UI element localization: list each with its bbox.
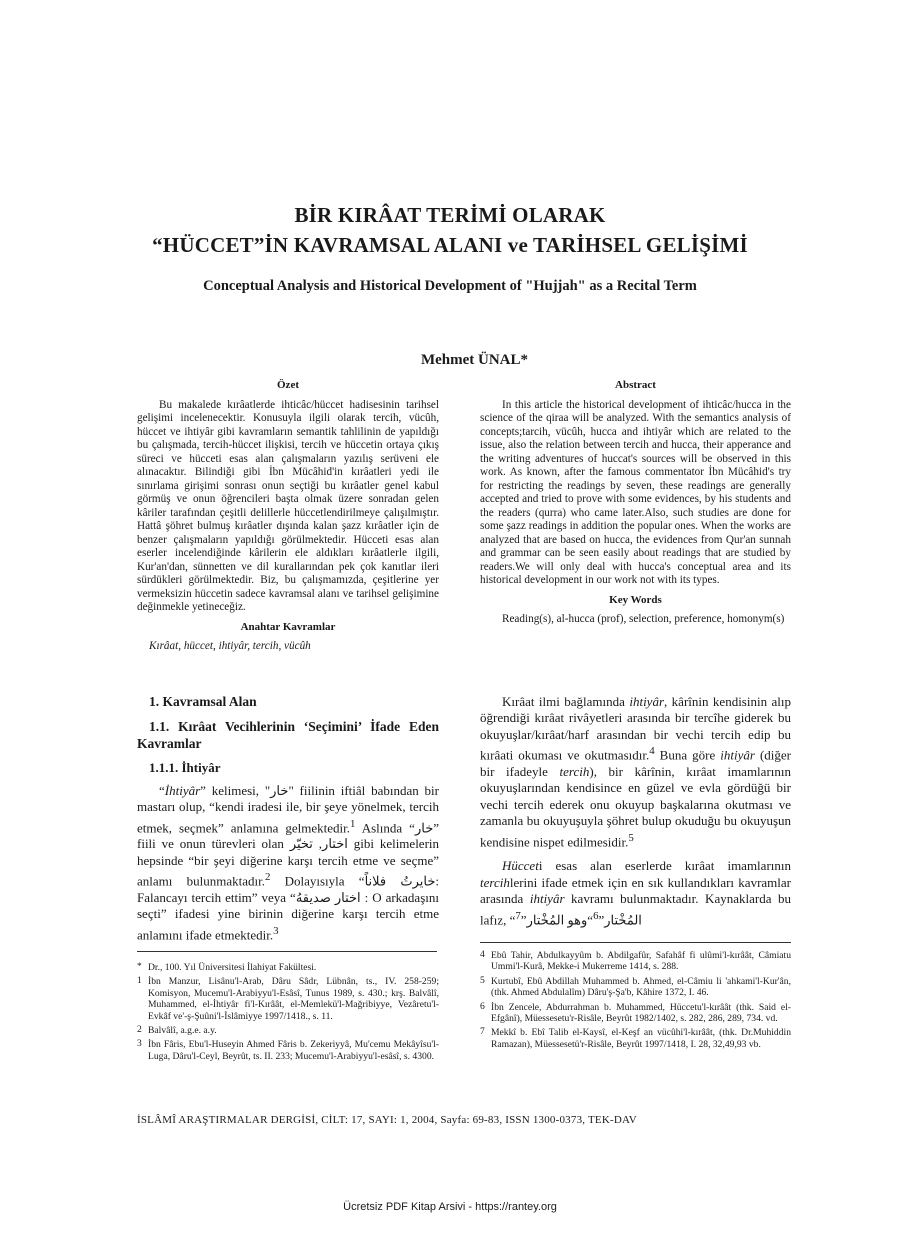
keywords-text: Reading(s), al-hucca (prof), selection, preference, homonym(s) [502,613,785,625]
body-paragraph-right-1: Kırâat ilmi bağlamında ihtiyâr, kârînin kendisinin alıp öğrendiği kırâat rivâyetleri arasında bir tercîhe giderek bu okuyuşlar/kırâat/harf arasından bir vechi tercih edip bu kırâati okuması ve okutmasıdır.$^4$ Buna göre ihtiyâr (diğer bir ifadeyle tercih), bir kârînin, kırâat imamlarının okuyuşlarından kendisince en güzel ve evla gördüğü bir vechi tercih ederek onu okuyup başkalarına okutması ve zamanla bu okuyuşuyla şöhret bulup okuduğu bu okuyuşun kendisine nispet edilmesidir.$^5$ [480,694,792,849]
keywords-heading: Key Words [609,593,662,606]
term-ihtiyar: ihtiyâr [720,747,755,763]
term-ihtiyar: ihtiyâr [529,891,565,907]
abstract-section [480,379,791,627]
anahtar-text: Kırâat, hüccet, ihtiyâr, tercih, vücûh [149,640,311,652]
term-tercih: tercih [480,874,510,890]
footnote-ref[interactable]: 2 [264,871,271,884]
footnote: 4 Ebû Tahir, Abdulkayyûm b. Abdilgafûr, Safahâf fi ulûmi'l-kırâât, Câmiatu Ummi'l-Kurâ, Mekke-i Mukerreme 1414, s. 288. [480,949,791,973]
footnotes-right [480,950,791,1053]
title-block [0,200,900,295]
footnote: * Dr., 100. Yıl Üniversitesi İlahiyat Fakültesi. [137,961,317,973]
footnote-ref[interactable]: 5 [628,831,634,844]
body-paragraph-left: “İhtiyâr” kelimesi, "خار" fiilinin iftiâl babından bir mastarı olup, “kendi iradesi ile, bir şeye yönelmek, tercih etmek, seçmek” anlamına gelmektedir.$^1$ Aslında “خار” fiili ve onun türevleri olan اختار, تخيّر gibi kelimelerin hepsinde “bir şeyi diğerine karşı tercih etme ve seçme” anlamı bulunmaktadır.$^2$ Dolayısıyla “خايرتُ فلاناً: Falancayı tercih ettim” veya “اختار صديقهُ : O arkadaşını seçti” ifadesi yine birinin diğerine karşı tercih etme anlamını ifade etmektedir.$^3$ [137,782,440,943]
footnote-rule-right [480,942,791,943]
term-huccet: Hüccet [502,858,539,874]
footnote: 2 Balvâlî, a.g.e. a.y. [137,1024,217,1037]
footnote-ref[interactable]: 1 [350,817,356,830]
ozet-heading: Özet [277,379,299,391]
footnote-ref[interactable]: 7 [515,909,521,922]
body-left [137,694,439,943]
footnotes-left [137,962,439,1065]
site-credit: Ücretsiz PDF Kitap Arsivi - https://rantey.org [343,1201,557,1213]
term-ihtiyar: İhtiyâr [164,782,201,798]
anahtar-heading: Anahtar Kavramlar [240,620,336,633]
abstract-text: In this article the historical development of ihticâc/hucca in the science of the qiraa will be analyzed. With the semantics analysis of concepts;tarcih, vücûh, hucca and ihtiyâr which are related to the issue, also the relation between tercih and hucca, their apperance and the writing adventures of huccat's sources will be observed in this work. As known, after the famous commentator İbn Mücâhid's try for restricting the readings by seven, these readings are generally accepted and tried to prove with some evidences, by his students and the readers (qurra) who came later.Also, such studies are done for some şazz readings in addition the popular ones. When the works are analyzed that are based on hucca, the evidences from Qur'an sunnah and grammar can be seen easily about readings that are studied by readers.We will only deal with hucca's conceptual area and its historical development in our work not with its types. [480,398,791,586]
footnote-rule-left [137,951,437,952]
article-title-line-2: “HÜCCET”İN KAVRAMSAL ALANI ve TARİHSEL GELİŞİMİ [152,233,748,257]
footnote: 3 İbn Fâris, Ebu'l-Huseyin Ahmed Fâris b. Zekeriyyâ, Mu'cemu Mekâyîsu'l-Luga, Dâru'l-Ceyl, Beyrût, ts. II. 233; Mucemu'l-Arabiyyu'l-esâsî, s. 4300. [137,1038,439,1062]
author-name: Mehmet ÜNAL* [420,352,528,368]
ozet-section [137,379,439,654]
footnote: 6 İbn Zencele, Abdurrahman b. Muhammed, Hüccetu'l-kırâât (thk. Said el-Efgânî), Müessesetu'r-Risâle, Beyrût 1982/1402, s. 282, 286, 289, 734. vd. [480,1000,791,1025]
body-right [480,694,791,928]
footnote-ref[interactable]: 6 [593,909,599,922]
footnote: 1 İbn Manzur, Lisânu'l-Arab, Dâru Sâdr, Lübnân, ts., IV. 258-259; Komisyon, Mucemu'l-Arabiyyu'l-Esâsî, Tunus 1989, s. 430.; krş. Balvâlî, Muhammed, el-İhtiyâr fi'l-Kırâât, el-Memlekü'l-Mağribiyye, Vezâretu'l-Evkâf ve'-ş-Şuûni'l-İslâmiyye 1997/1418., s. 11. [137,975,439,1022]
footnote-ref[interactable]: 4 [649,745,655,758]
body-paragraph-right-2: Hücceti esas alan eserlerde kırâat imamlarının tercihlerini ifade etmek için en sık kullandıkları kavramlar arasında ihtiyâr kavramı bulunmaktadır. Kaynaklarda bu lafız, “المُخْتار”$^6$“وهو المُخْتار”$^7$ [480,858,791,927]
term-tercih: tercih [559,763,590,779]
footnote: 7 Mekkî b. Ebî Talib el-Kaysî, el-Keşf an vücûhi'l-kırâât, (thk. Dr.Muhiddin Ramazan), Müessesetü'r-Risâle, Beyrût 1997/1418, I. 28, 32,49,93 vb. [480,1026,791,1050]
footnote-ref[interactable]: 3 [273,924,279,937]
ozet-text: Bu makalede kırâatlerde ihticâc/hüccet hadisesinin tarihsel gelişimi incelenecektir. Konusuyla ilgili olarak tercih, vücûh, hüccet ve ihtiyâr gibi kavramların semantik tahlilinin de yapıldığı bu çalışmada, tercih-hüccet ilişkisi, tercih ve hüccetin ortaya çıkış süreci ve hücceti esas alan çalışmaların yazılış serüveni ele alınacaktır. Bilindiği gibi İbn Mücâhid'in kırâatleri yedi ile sınırlama girişimi sonrası onun seçtiği bu kırâatler genel kabul görmüş ve onun öğrencileri başta olmak üzere sonradan gelen kâriler tarafından çeşitli delillerle hüccetlendirilmeye çalışılmıştır. Hattâ şöhret bulmuş kırâatler dışında kalan şazz kırâatler için de benzer çalışmaların yapıldığı görülmektedir. Hücceti esas alan eserler incelendiğinde kârilerin ele aldıkları kırâatlerle ilgili, Kur'an'dan, sünnetten ve dil kurallarından pek çok kanıtlar ileri sürdükleri görülmektedir. Biz, bu çalışmamızda, çeşitlerine yer vermeksizin hüccetin sadece kavramsal alanı ve tarihsel gelişimine değinmekle yetineceğiz. [137,398,439,613]
abstract-heading: Abstract [615,379,656,391]
section-heading-1-1-1: 1.1.1. İhtiyâr [149,760,221,776]
term-ihtiyar: ihtiyâr [629,694,665,709]
footnote: 5 Kurtubî, Ebû Abdillah Muhammed b. Ahmed, el-Câmiu li 'ahkami'l-Kur'ân, (thk. Ahmed Abdulalîm) Dâru'ş-Şa'b, Kâhire 1372, I. 46. [480,974,791,999]
journal-footer: İSLÂMÎ ARAŞTIRMALAR DERGİSİ, CİLT: 17, SAYI: 1, 2004, Sayfa: 69-83, ISSN 1300-0373, TEK-DAV [137,1114,637,1126]
article-title-line-1: BİR KIRÂAT TERİMİ OLARAK [294,203,606,227]
article-subtitle: Conceptual Analysis and Historical Development of "Hujjah" as a Recital Term [203,278,697,294]
section-heading-1-1: 1.1. Kırâat Vecihlerinin ‘Seçimini’ İfade Eden Kavramlar [137,719,439,752]
section-heading-1: 1. Kavramsal Alan [149,694,257,709]
